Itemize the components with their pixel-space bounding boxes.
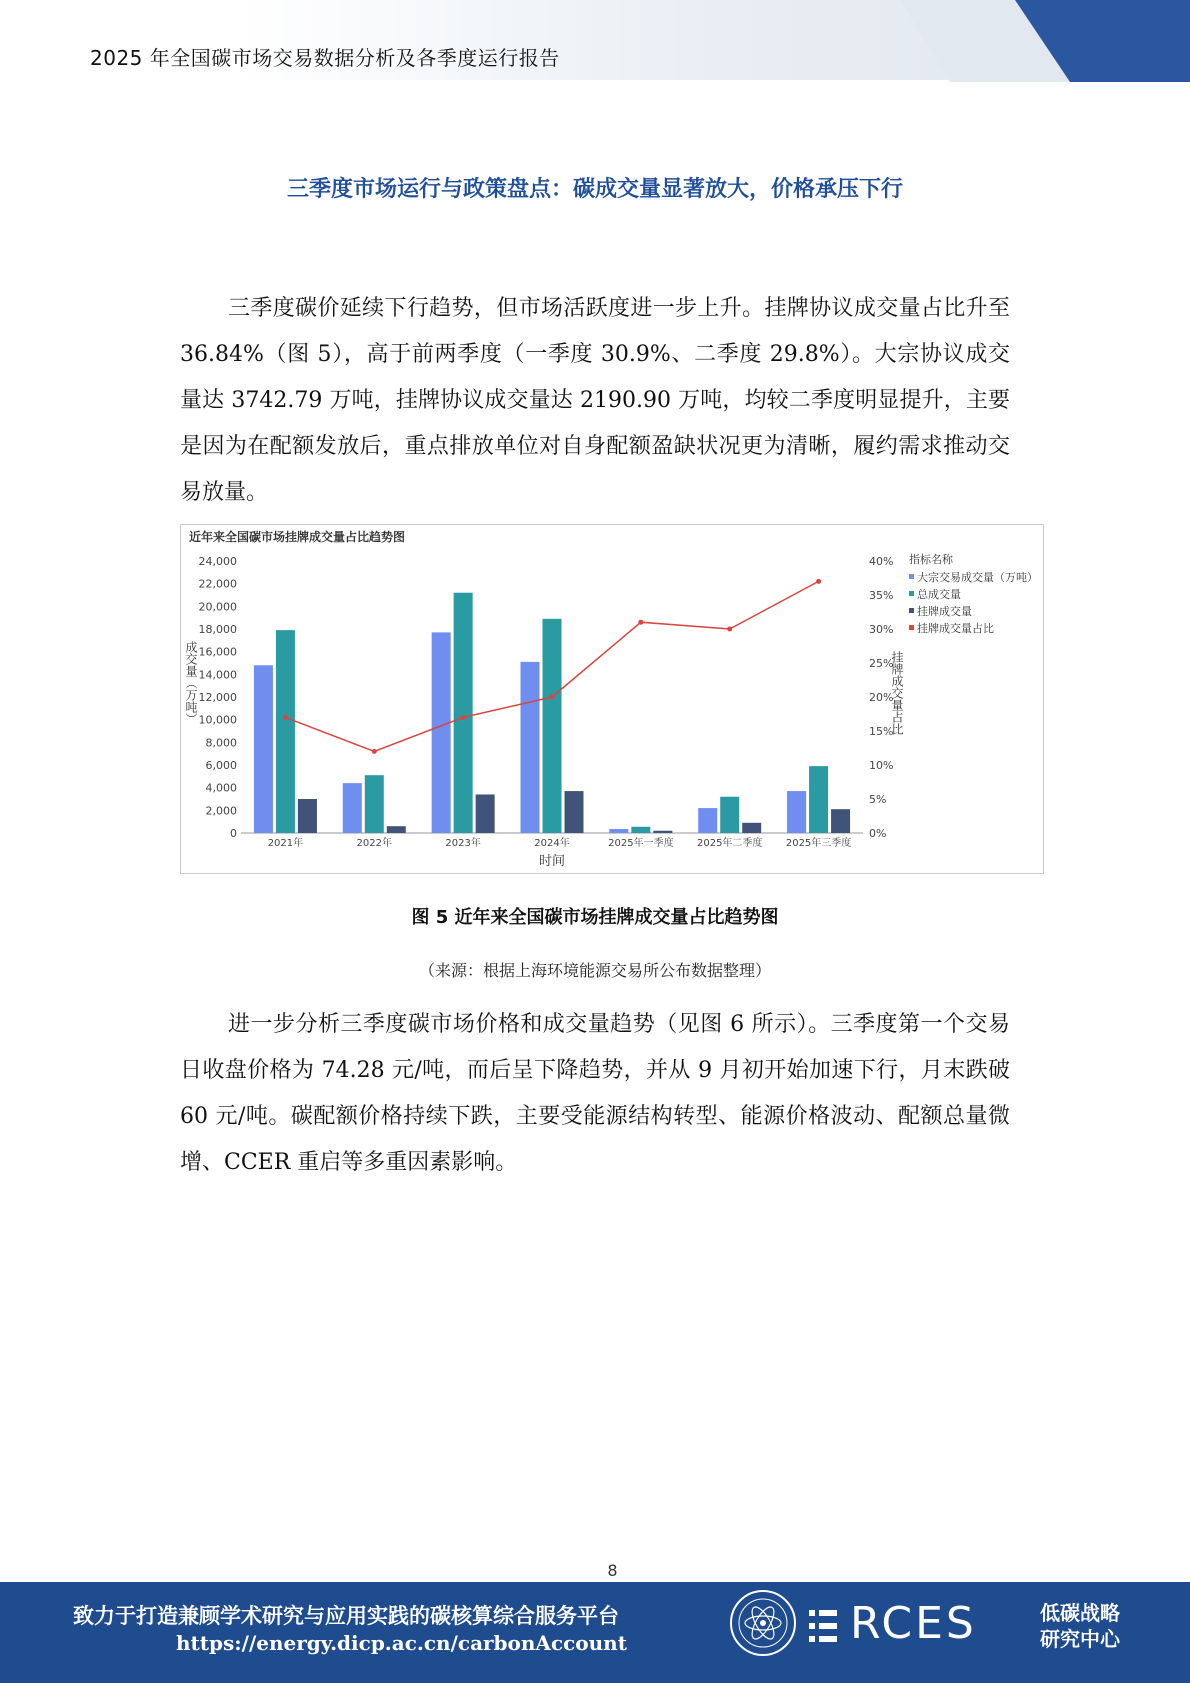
bar-1-5 xyxy=(698,808,717,833)
body-paragraph-1: 三季度碳价延续下行趋势，但市场活跃度进一步上升。挂牌协议成交量占比升至 36.84%（图 5），高于前两季度（一季度 30.9%、二季度 29.8%）。大宗协议成交量达 3742.79 万吨，挂牌协议成交量达 2190.90 万吨，均较二季度明显提升，主要是因为在配额发放后，重点排放单位对自身配额盈缺状况更为清晰，履约需求推动交易放量。 xyxy=(180,296,1010,505)
legend-entry-3: 挂牌成交量占比 xyxy=(917,622,994,635)
bar-1-0 xyxy=(254,665,273,833)
y-tick-label: 2,000 xyxy=(205,804,237,818)
legend-swatch-2 xyxy=(909,608,914,613)
figure-caption: 图 5 近年来全国碳市场挂牌成交量占比趋势图 xyxy=(411,907,779,928)
bar-3-2 xyxy=(476,794,495,833)
footer-url[interactable]: https://energy.dicp.ac.cn/carbonAccount xyxy=(176,1631,627,1655)
x-tick-label: 2024年 xyxy=(534,838,570,849)
y-tick-label: 14,000 xyxy=(198,668,237,682)
y-tick-label: 6,000 xyxy=(205,759,237,772)
line-point-3 xyxy=(550,695,555,700)
footer-brand-rces: RCES xyxy=(850,1598,977,1649)
y-tick-label: 24,000 xyxy=(198,555,237,568)
bar-3-1 xyxy=(387,826,406,833)
y2-tick-label: 40% xyxy=(869,555,894,568)
legend-entry-1: 总成交量 xyxy=(917,588,961,601)
bar-1-4 xyxy=(609,829,628,833)
bar-2-6 xyxy=(809,766,828,833)
line-point-4 xyxy=(638,620,643,625)
bar-1-6 xyxy=(787,791,806,833)
chart-container xyxy=(180,524,1044,874)
line-point-6 xyxy=(816,579,821,584)
y2-tick-label: 25% xyxy=(869,657,894,670)
y-tick-label: 4,000 xyxy=(205,781,237,795)
legend-entry-0: 大宗交易成交量（万吨） xyxy=(917,571,1038,584)
line-point-5 xyxy=(727,627,732,632)
y-tick-label: 0 xyxy=(230,827,237,840)
page-header-title: 2025 年全国碳市场交易数据分析及各季度运行报告 xyxy=(90,46,560,70)
legend-entry-2: 挂牌成交量 xyxy=(917,605,972,618)
bar-3-6 xyxy=(831,809,850,833)
y2-tick-label: 35% xyxy=(869,589,894,602)
y-tick-label: 22,000 xyxy=(198,577,237,591)
rces-mark-icon xyxy=(805,1604,841,1648)
y2-tick-label: 20% xyxy=(869,691,894,704)
y-tick-label: 20,000 xyxy=(198,600,237,614)
x-tick-label: 2025年一季度 xyxy=(608,838,674,849)
bar-3-5 xyxy=(742,823,761,833)
x-tick-label: 2023年 xyxy=(445,838,481,849)
y-tick-label: 8,000 xyxy=(205,736,237,750)
y2-tick-label: 30% xyxy=(869,623,894,636)
chart-title: 近年来全国碳市场挂牌成交量占比趋势图 xyxy=(189,530,406,544)
bar-3-3 xyxy=(565,791,584,833)
bar-2-1 xyxy=(365,775,384,833)
x-tick-label: 2025年三季度 xyxy=(785,838,852,849)
footer-org-line1: 低碳战略 xyxy=(1040,1601,1120,1625)
footer-org-name xyxy=(1040,1600,1120,1652)
x-axis-label: 时间 xyxy=(538,854,566,869)
legend-title: 指标名称 xyxy=(909,553,953,566)
y-tick-label: 12,000 xyxy=(198,691,237,704)
chart-svg xyxy=(181,525,1043,873)
bar-1-1 xyxy=(343,783,362,833)
y-tick-label: 16,000 xyxy=(198,645,237,659)
institute-emblem-icon xyxy=(728,1588,798,1658)
legend-swatch-0 xyxy=(909,574,914,579)
legend-swatch-3 xyxy=(909,625,914,630)
section-title: 三季度市场运行与政策盘点：碳成交量显著放大，价格承压下行 xyxy=(286,177,903,202)
bar-2-5 xyxy=(720,797,739,833)
line-point-1 xyxy=(372,749,377,754)
figure-source: （来源：根据上海环境能源交易所公布数据整理） xyxy=(418,961,771,980)
footer-org-line2: 研究中心 xyxy=(1040,1627,1120,1651)
bar-2-0 xyxy=(276,630,295,833)
line-point-0 xyxy=(283,715,288,720)
body-paragraph-2: 进一步分析三季度碳市场价格和成交量趋势（见图 6 所示）。三季度第一个交易日收盘价格为 74.28 元/吨，而后呈下降趋势，并从 9 月初开始加速下行，月末跌破 60 元/吨。碳配额价格持续下跌，主要受能源结构转型、能源价格波动、配额总量微增、CCER 重启等多重因素影响。 xyxy=(180,1012,1010,1175)
footer-slogan: 致力于打造兼顾学术研究与应用实践的碳核算综合服务平台 xyxy=(73,1604,619,1628)
y2-tick-label: 10% xyxy=(869,759,894,772)
y-tick-label: 10,000 xyxy=(198,713,237,727)
bar-2-2 xyxy=(454,593,473,833)
y2-axis-label: 挂牌成交量占比 xyxy=(890,651,904,735)
y2-tick-label: 15% xyxy=(869,725,894,738)
x-tick-label: 2021年 xyxy=(267,838,304,849)
line-point-2 xyxy=(461,715,466,720)
bar-3-4 xyxy=(653,831,672,833)
y-axis-label: 成交量（万吨） xyxy=(184,641,198,725)
bar-2-4 xyxy=(631,827,650,833)
bar-3-0 xyxy=(298,799,317,833)
x-tick-label: 2025年二季度 xyxy=(696,838,763,849)
bar-1-2 xyxy=(432,632,451,833)
bar-2-3 xyxy=(543,619,562,833)
x-tick-label: 2022年 xyxy=(356,838,393,849)
y2-tick-label: 5% xyxy=(869,793,887,806)
y-tick-label: 18,000 xyxy=(198,623,237,636)
bar-1-3 xyxy=(521,662,540,833)
page-number: 8 xyxy=(607,1561,618,1580)
legend-swatch-1 xyxy=(909,591,914,596)
y2-tick-label: 0% xyxy=(869,827,887,840)
